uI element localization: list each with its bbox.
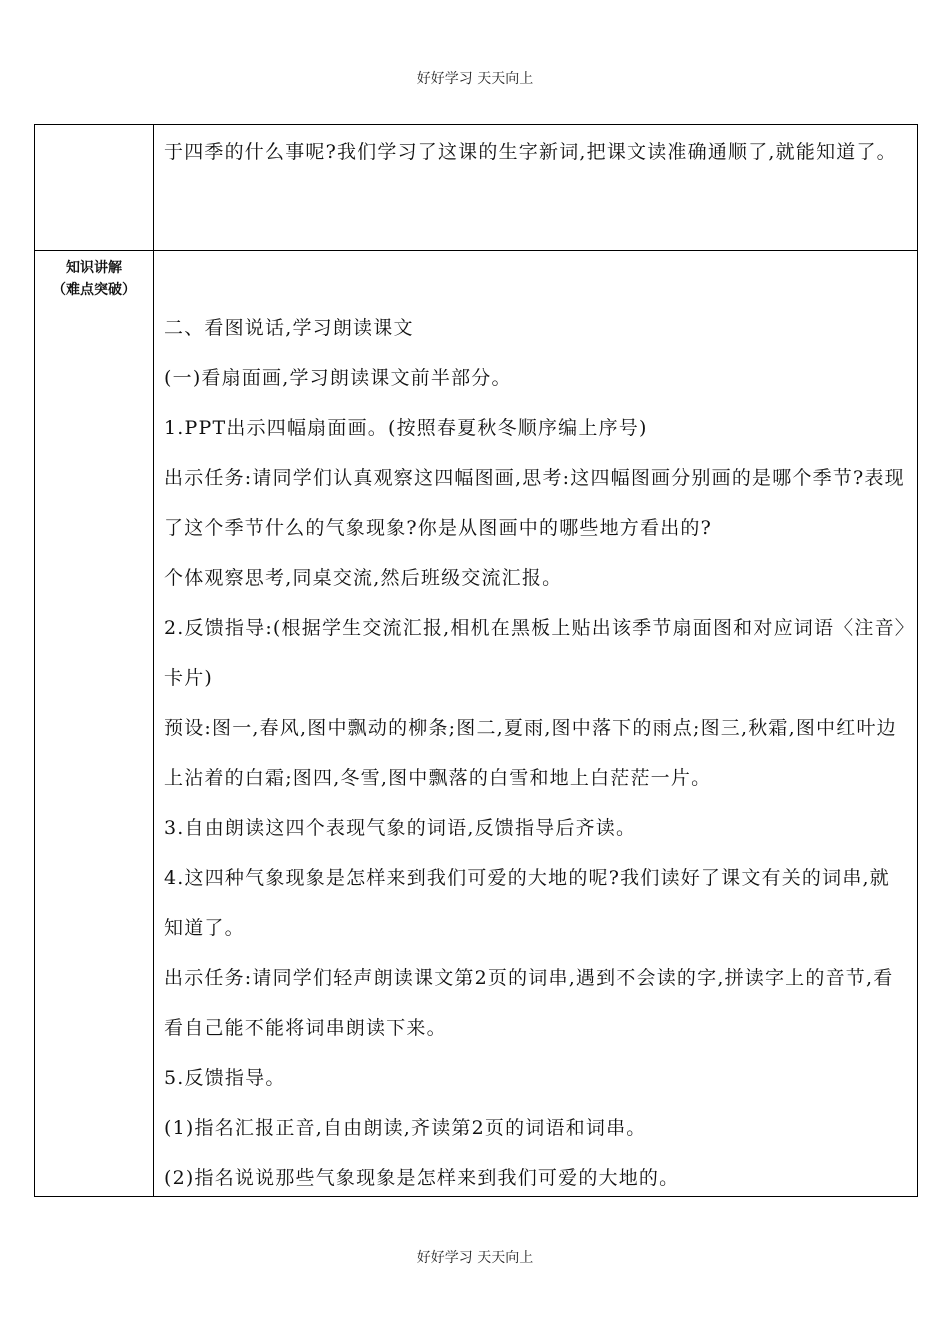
paragraph: (1)指名汇报正音,自由朗读,齐读第2页的词语和词串。 (164, 1117, 647, 1139)
row-label-line1: 知识讲解 (66, 260, 122, 276)
page-header: 好好学习 天天向上 (416, 71, 534, 87)
lesson-table (34, 124, 918, 1197)
paragraph: 出示任务:请同学们轻声朗读课文第2页的词串,遇到不会读的字,拼读字上的音节,看看自己能不能将词串朗读下来。 (164, 967, 894, 1039)
paragraph: 3.自由朗读这四个表现气象的词语,反馈指导后齐读。 (164, 817, 637, 839)
paragraph: 于四季的什么事呢?我们学习了这课的生字新词,把课文读准确通顺了,就能知道了。 (164, 141, 897, 163)
paragraph: 出示任务:请同学们认真观察这四幅图画,思考:这四幅图画分别画的是哪个季节?表现了这个季节什么的气象现象?你是从图画中的哪些地方看出的? (164, 467, 905, 539)
page-footer: 好好学习 天天向上 (416, 1250, 534, 1266)
paragraph: 1.PPT出示四幅扇面画。(按照春夏秋冬顺序编上序号) (164, 417, 648, 439)
paragraph: 2.反馈指导:(根据学生交流汇报,相机在黑板上贴出该季节扇面图和对应词语〈注音〉卡片) (164, 617, 906, 689)
row-content-cell (154, 125, 917, 250)
table-row (35, 250, 917, 1196)
paragraph: 个体观察思考,同桌交流,然后班级交流汇报。 (164, 567, 563, 589)
section-heading: 二、看图说话,学习朗读课文 (164, 317, 414, 339)
paragraph: 预设:图一,春风,图中飘动的柳条;图二,夏雨,图中落下的雨点;图三,秋霜,图中红叶边上沾着的白霜;图四,冬雪,图中飘落的白雪和地上白茫茫一片。 (164, 717, 897, 789)
row-label-cell (35, 251, 154, 1196)
row-label-cell (35, 125, 154, 250)
subsection-heading: (一)看扇面画,学习朗读课文前半部分。 (164, 367, 512, 389)
row-content-cell (154, 251, 917, 1196)
table-row (35, 125, 917, 250)
paragraph: 5.反馈指导。 (164, 1067, 286, 1089)
row-label-line2: （难点突破） (52, 282, 136, 298)
paragraph: 4.这四种气象现象是怎样来到我们可爱的大地的呢?我们读好了课文有关的词串,就知道了。 (164, 867, 890, 939)
paragraph: (2)指名说说那些气象现象是怎样来到我们可爱的大地的。 (164, 1167, 680, 1189)
